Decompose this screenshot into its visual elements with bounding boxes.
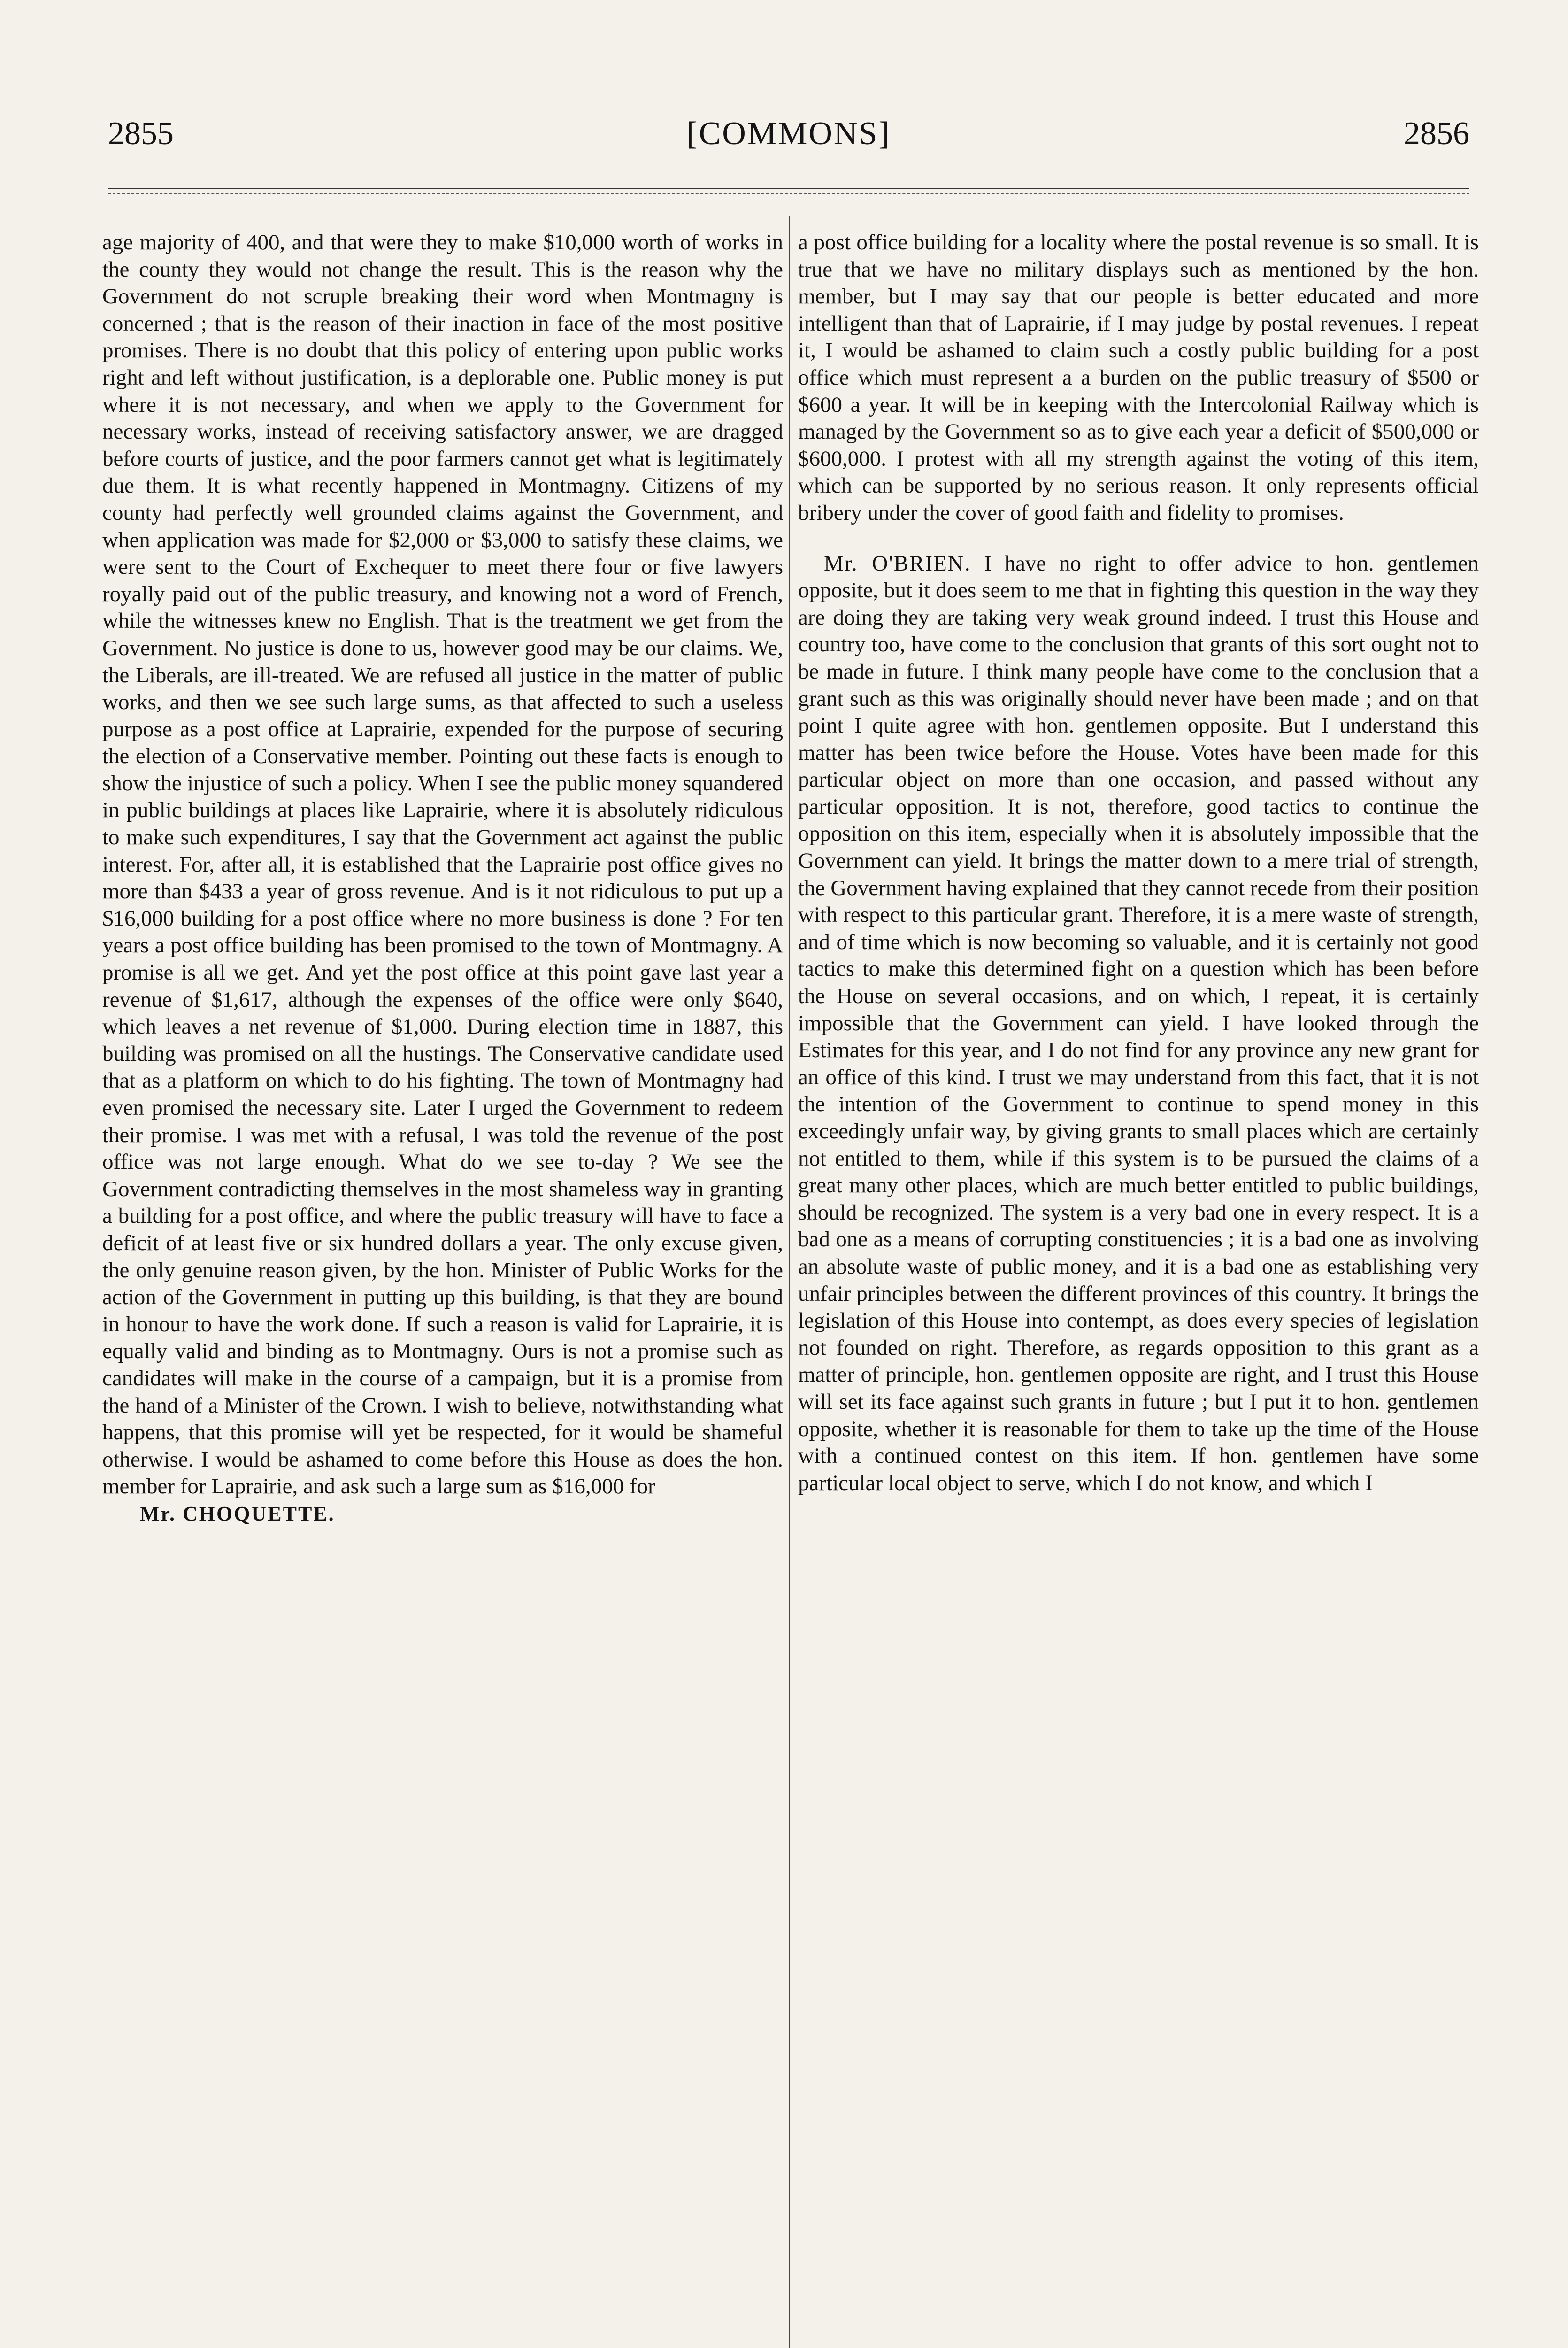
header-rule-dashed <box>108 193 1469 194</box>
right-paragraph-continued: a post office building for a locality where the postal revenue is so small. It is true that we have no military displays such as mentioned by the hon. member, but I may say that our people is better educated and more intelligent than that of Laprairie, if I may judge by postal revenues. I repeat it, I would be ashamed to claim such a costly public building for a post office which must represent a a burden on the public treasury of $500 or $600 a year. It will be in keeping with the Intercolonial Railway which is managed by the Government so as to give each year a deficit of $500,000 or $600,000. I protest with all my strength against the voting of this item, which can be supported by no serious reason. It only represents official bribery under the cover of good faith and fidelity to promises. <box>798 230 1479 525</box>
right-column <box>798 229 1479 2348</box>
speaker-signature: Mr. CHOQUETTE. <box>140 1502 335 1525</box>
paragraph-spacer <box>798 527 1479 550</box>
column-divider <box>789 216 790 2348</box>
right-paragraph-obrien <box>798 550 1479 1497</box>
page-number-right: 2856 <box>1404 116 1469 152</box>
header-rule <box>108 188 1469 189</box>
left-paragraph: age majority of 400, and that were they to make $10,000 worth of works in the county they would not change the result. This is the reason why the Government do not scruple breaking their word when Montmagny is concerned ; that is the reason of their inaction in face of the most positive promises. There is no doubt that this policy of entering upon public works right and left without justification, is a deplorable one. Public money is put where it is not necessary, and when we apply to the Government for necessary works, instead of receiving satisfactory answer, we are dragged before courts of justice, and the poor farmers cannot get what is legitimately due them. It is what recently happened in Montmagny. Citizens of my county had perfectly well grounded claims against the Government, and when application was made for $2,000 or $3,000 to satisfy these claims, we were sent to the Court of Exchequer to meet there four or five lawyers royally paid out of the public treasury, and knowing not a word of French, while the witnesses knew no English. That is the treatment we get from the Government. No justice is done to us, however good may be our claims. We, the Liberals, are ill-treated. We are refused all justice in the matter of public works, and then we see such large sums, as that affected to such a useless purpose as a post office at Laprairie, expended for the purpose of securing the election of a Conservative member. Pointing out these facts is enough to show the injustice of such a policy. When I see the public money squandered in public buildings at places like Laprairie, where it is absolutely ridiculous to make such expenditures, I say that the Government act against the public interest. For, after all, it is established that the Laprairie post office gives no more than $433 a year of gross revenue. And is it not ridiculous to put up a $16,000 building for a post office where no more business is done ? For ten years a post office building has been promised to the town of Montmagny. A promise is all we get. And yet the post office at this point gave last year a revenue of $1,617, although the expenses of the office were only $640, which leaves a net revenue of $1,000. During election time in 1887, this building was promised on all the hustings. The Conservative candidate used that as a platform on which to do his fighting. The town of Montmagny had even promised the necessary site. Later I urged the Government to redeem their promise. I was met with a refusal, I was told the revenue of the post office was not large enough. What do we see to-day ? We see the Government contradicting themselves in the most shameless way in granting a building for a post office, and where the public treasury will have to face a deficit of at least five or six hundred dollars a year. The only excuse given, the only genuine reason given, by the hon. Minister of Public Works for the action of the Government in putting up this building, is that they are bound in honour to have the work done. If such a reason is valid for Laprairie, it is equally valid and binding as to Montmagny. Ours is not a promise such as candidates will make in the course of a campaign, but it is a promise from the hand of a Minister of the Crown. I wish to believe, notwithstanding what happens, that this promise will yet be respected, for it would be shameful otherwise. I would be ashamed to come before this House as does the hon. member for Laprairie, and ask such a large sum as $16,000 for <box>102 230 783 1499</box>
page-title: [COMMONS] <box>686 116 891 152</box>
speech-text: I have no right to offer advice to hon. gentlemen opposite, but it does seem to me that in fighting this question in the way they are doing they are taking very weak ground indeed. I trust this House and country too, have come to the conclusion that grants of this sort ought not to be made in future. I think many people have come to the conclusion that a grant such as this was originally should never have been made ; and on that point I quite agree with hon. gentlemen opposite. But I understand this matter has been twice before the House. Votes have been made for this particular object on more than one occasion, and passed without any particular opposition. It is not, therefore, good tactics to continue the opposition on this item, especially when it is absolutely impossible that the Government can yield. It brings the matter down to a mere trial of strength, the Government having explained that they cannot recede from their position with respect to this particular grant. Therefore, it is a mere waste of strength, and of time which is now becoming so valuable, and it is certainly not good tactics to make this determined fight on a question which has been before the House on several occasions, and on which, I repeat, it is certainly impossible that the Government can yield. I have looked through the Estimates for this year, and I do not find for any province any new grant for an office of this kind. I trust we may understand from this fact, that it is not the intention of the Government to continue to spend money in this exceedingly unfair way, by giving grants to small places which are certainly not entitled to them, while if this system is to be pursued the claims of a great many other places, which are much better entitled to public buildings, should be recognized. The system is a very bad one in every respect. It is a bad one as a means of corrupting constituencies ; it is a bad one as involving an absolute waste of public money, and it is a bad one as establishing very unfair principles between the different provinces of this country. It brings the legislation of this House into contempt, as does every species of legislation not founded on right. Therefore, as regards opposition to this grant as a matter of principle, hon. gentlemen opposite are right, and I trust this House will set its face against such grants in future ; but I put it to hon. gentlemen opposite, whether it is reasonable for them to take up the time of the House with a continued contest on this item. If hon. gentlemen have some particular local object to serve, which I do not know, and which I <box>798 551 1479 1495</box>
left-column <box>102 229 783 2348</box>
page-number-left: 2855 <box>108 116 174 152</box>
speaker-name: Mr. O'BRIEN. <box>824 551 971 576</box>
page-header <box>108 115 1469 167</box>
